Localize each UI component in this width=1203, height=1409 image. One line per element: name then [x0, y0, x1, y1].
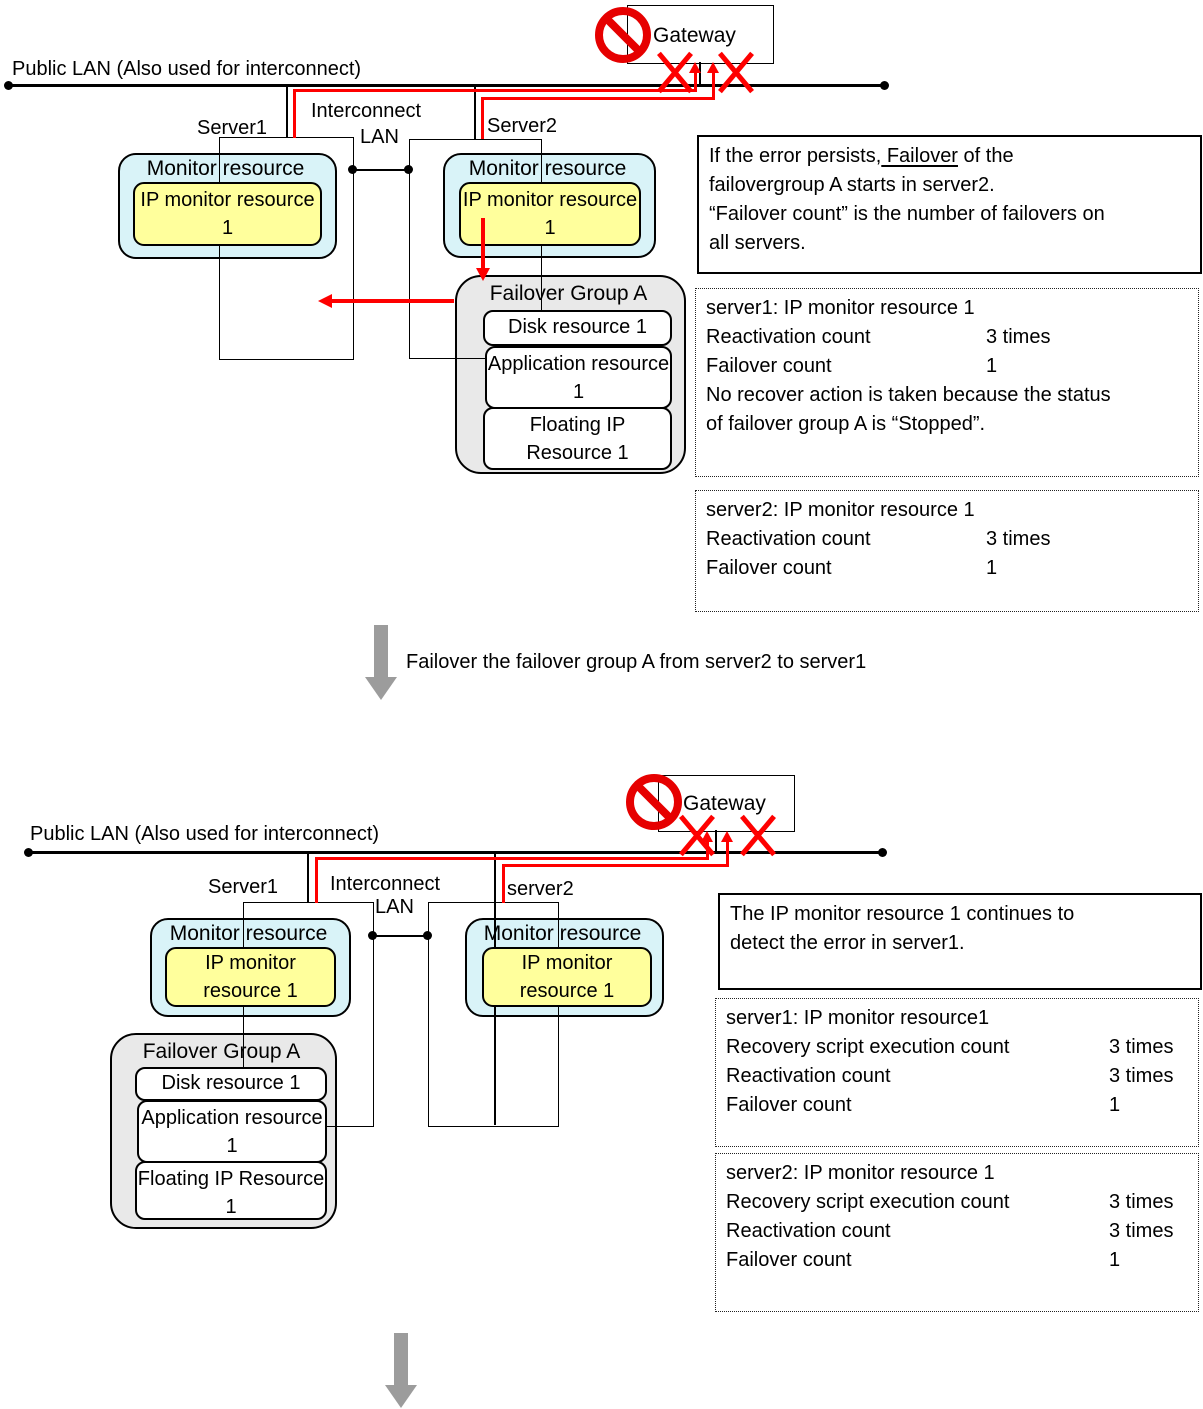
status-label: Recovery script execution count	[726, 1036, 1010, 1058]
status-value: 3 times	[1109, 1220, 1174, 1242]
lan-endpoint-dot	[24, 848, 33, 857]
status-row	[726, 1246, 1188, 1275]
underlined-failover: Failover	[881, 145, 958, 167]
status-row	[726, 1188, 1188, 1217]
status-row	[706, 352, 1188, 381]
interconnect-label: Interconnect	[330, 873, 441, 895]
status-label: Recovery script execution count	[726, 1191, 1010, 1213]
status-label: Failover count	[706, 355, 832, 377]
status-value: 3 times	[1109, 1065, 1174, 1087]
failover-note-box	[697, 135, 1202, 274]
failover-group-a-title: Failover Group A	[142, 1040, 301, 1063]
note-line: The IP monitor resource 1 continues to	[730, 903, 1075, 925]
note-line: “Failover count” is the number of failovers on	[709, 203, 1105, 225]
lan-endpoint-dot	[4, 81, 13, 90]
status-row	[726, 1062, 1188, 1091]
interconnect-lan-label: LAN	[375, 896, 414, 918]
lan-endpoint-dot	[878, 848, 887, 857]
blocked-x-icon	[742, 817, 774, 855]
interconnect-endpoint-dot	[348, 165, 357, 174]
public-lan-line	[8, 84, 888, 87]
server1-status-box	[715, 998, 1199, 1147]
server2-label: server2	[507, 878, 574, 900]
server1-ip-monitor-box: IP monitor resource 1	[133, 182, 322, 246]
next-step-arrow-shaft	[394, 1333, 408, 1386]
status-row	[726, 1091, 1188, 1120]
no-access-icon	[626, 774, 682, 830]
status-value: 1	[986, 557, 998, 579]
status-label: Reactivation count	[706, 326, 871, 348]
monitor-path-server2-drop	[481, 97, 484, 139]
server1-label: Server1	[197, 117, 268, 139]
red-arrowhead-up	[707, 62, 719, 73]
status-note: No recover action is taken because the status	[706, 384, 1111, 406]
gateway-label: Gateway	[653, 24, 736, 47]
status-row	[726, 1033, 1188, 1062]
server1-ip-monitor-box: IP monitor resource 1	[165, 947, 336, 1007]
status-title: server1: IP monitor resource1	[726, 1007, 990, 1029]
gateway-label: Gateway	[683, 792, 766, 815]
status-note: of failover group A is “Stopped”.	[706, 413, 986, 435]
no-access-slash	[636, 784, 673, 821]
interconnect-line	[372, 935, 428, 937]
public-lan-label: Public LAN (Also used for interconnect)	[12, 58, 362, 80]
server1-monitor-resource-title: Monitor resource	[146, 157, 305, 180]
server2-status-box	[715, 1153, 1199, 1312]
red-arrowhead-left	[318, 294, 332, 308]
monitor-path-server2-up	[726, 842, 729, 866]
interconnect-label: Interconnect	[311, 100, 422, 122]
blocked-x-icon	[659, 54, 691, 92]
public-lan-label: Public LAN (Also used for interconnect)	[30, 823, 380, 845]
status-row	[726, 1217, 1188, 1246]
monitor-path-server1	[293, 89, 697, 92]
no-access-icon	[595, 7, 651, 63]
error-detect-arrow-line	[481, 218, 485, 268]
status-value: 1	[1109, 1094, 1121, 1116]
status-row	[706, 323, 1188, 352]
failover-group-a-title: Failover Group A	[489, 282, 648, 305]
server2-ip-monitor-box: IP monitor resource 1	[459, 182, 641, 246]
interconnect-endpoint-dot	[423, 931, 432, 940]
red-arrowhead-up	[701, 831, 713, 842]
server2-status-box	[695, 490, 1199, 612]
lan-endpoint-dot	[880, 81, 889, 90]
status-value: 3 times	[986, 326, 1051, 348]
red-arrowhead-down	[476, 268, 490, 281]
disk-resource-box: Disk resource 1	[135, 1067, 327, 1101]
interconnect-lan-label: LAN	[360, 126, 399, 148]
red-arrowhead-up	[689, 62, 701, 73]
status-value: 3 times	[986, 528, 1051, 550]
status-title: server2: IP monitor resource 1	[706, 499, 975, 521]
status-label: Failover count	[726, 1249, 852, 1271]
server2-ip-monitor-box: IP monitor resource 1	[482, 947, 652, 1007]
monitor-path-server2	[502, 864, 729, 867]
monitor-path-server1	[315, 857, 709, 860]
note-line: failovergroup A starts in server2.	[709, 174, 995, 196]
server1-status-box	[695, 288, 1199, 477]
status-label: Reactivation count	[726, 1220, 891, 1242]
server1-lan-link	[307, 852, 309, 902]
server1-lan-link	[286, 85, 288, 137]
status-row	[706, 525, 1188, 554]
server2-monitor-resource-title: Monitor resource	[468, 157, 627, 180]
error-continues-note-box	[718, 893, 1202, 990]
server2-label: Server2	[487, 115, 558, 137]
server1-monitor-resource-title: Monitor resource	[169, 922, 328, 945]
floating-ip-resource-box: Floating IP Resource 1	[483, 407, 672, 470]
red-arrowhead-up	[721, 831, 733, 842]
transition-arrow-head	[365, 677, 397, 700]
status-label: Failover count	[706, 557, 832, 579]
monitor-path-server1-drop	[315, 857, 318, 903]
transition-caption: Failover the failover group A from server2 to server1	[406, 651, 867, 673]
gateway-link-line	[715, 830, 717, 853]
blocked-x-icon	[720, 54, 752, 92]
server2-lan-link	[474, 85, 476, 139]
no-access-slash	[605, 17, 642, 54]
note-line: all servers.	[709, 232, 806, 254]
floating-ip-resource-box: Floating IP Resource 1	[135, 1161, 327, 1220]
server1-label: Server1	[208, 876, 279, 898]
disk-resource-box: Disk resource 1	[483, 310, 672, 346]
status-value: 3 times	[1109, 1036, 1174, 1058]
status-value: 3 times	[1109, 1191, 1174, 1213]
status-label: Reactivation count	[726, 1065, 891, 1087]
server2-monitor-resource-title: Monitor resource	[483, 922, 642, 945]
interconnect-endpoint-dot	[368, 931, 377, 940]
monitor-path-server1-drop	[293, 89, 296, 138]
monitor-path-server2	[481, 97, 715, 100]
status-value: 1	[986, 355, 998, 377]
status-title: server2: IP monitor resource 1	[726, 1162, 995, 1184]
failover-direction-arrow-line	[332, 299, 454, 303]
status-value: 1	[1109, 1249, 1121, 1271]
monitor-path-server2-up	[712, 73, 715, 100]
status-row	[706, 554, 1188, 583]
next-step-arrow-head	[385, 1385, 417, 1408]
transition-arrow-shaft	[374, 625, 388, 678]
status-title: server1: IP monitor resource 1	[706, 297, 975, 319]
status-label: Failover count	[726, 1094, 852, 1116]
application-resource-box: Application resource 1	[137, 1100, 327, 1163]
note-line: If the error persists, Failover of the	[709, 145, 1014, 167]
application-resource-box: Application resource 1	[485, 346, 672, 409]
interconnect-endpoint-dot	[404, 165, 413, 174]
status-label: Reactivation count	[706, 528, 871, 550]
interconnect-line	[352, 169, 409, 171]
monitor-path-server2-drop	[502, 864, 505, 903]
note-line: detect the error in server1.	[730, 932, 965, 954]
